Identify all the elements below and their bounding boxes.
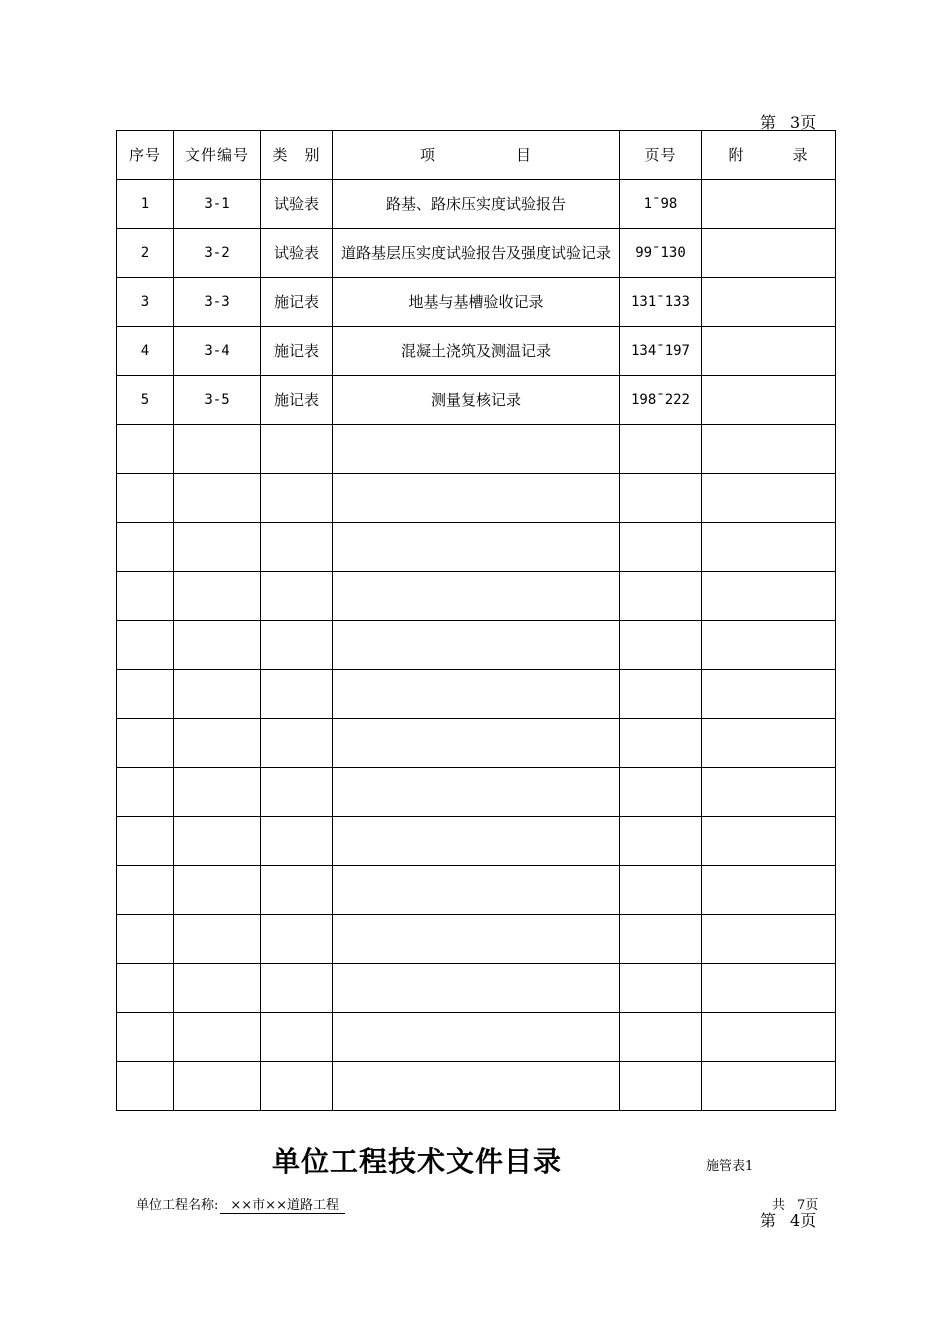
cell-category (261, 817, 333, 866)
table-row (117, 376, 836, 425)
page-number-prefix: 第 (760, 1211, 777, 1230)
cell-pages: 1¯98 (620, 180, 702, 229)
cell-category: 施记表 (261, 376, 333, 425)
cell-pages (620, 425, 702, 474)
cell-file-code (174, 719, 261, 768)
project-name-line (136, 1194, 345, 1214)
cell-number (117, 474, 174, 523)
cell-file-code (174, 817, 261, 866)
page-number-prefix: 第 (760, 113, 777, 132)
column-header-category: 类 别 (261, 131, 333, 180)
cell-category: 试验表 (261, 180, 333, 229)
table-row (117, 327, 836, 376)
cell-item (333, 1062, 620, 1111)
cell-file-code (174, 572, 261, 621)
cell-category (261, 964, 333, 1013)
page-number-value: 3页 (790, 113, 817, 132)
cell-item (333, 523, 620, 572)
cell-file-code: 3-1 (174, 180, 261, 229)
total-pages-value: 7页 (797, 1198, 819, 1213)
cell-appendix (702, 327, 836, 376)
cell-pages: 198¯222 (620, 376, 702, 425)
cell-file-code (174, 523, 261, 572)
cell-number (117, 621, 174, 670)
table-body (117, 180, 836, 1111)
cell-file-code (174, 866, 261, 915)
cell-category (261, 866, 333, 915)
cell-number (117, 817, 174, 866)
cell-pages (620, 670, 702, 719)
cell-item (333, 768, 620, 817)
cell-number (117, 670, 174, 719)
cell-appendix (702, 621, 836, 670)
page-number-bottom (760, 1208, 816, 1231)
cell-pages (620, 621, 702, 670)
form-code: 施管表1 (706, 1159, 754, 1174)
table-row-empty (117, 719, 836, 768)
cell-item: 地基与基槽验收记录 (333, 278, 620, 327)
cell-appendix (702, 278, 836, 327)
cell-appendix (702, 376, 836, 425)
cell-pages (620, 964, 702, 1013)
cell-number: 3 (117, 278, 174, 327)
cell-category (261, 768, 333, 817)
cell-pages (620, 817, 702, 866)
cell-number: 2 (117, 229, 174, 278)
cell-category: 试验表 (261, 229, 333, 278)
table-row (117, 180, 836, 229)
table-header-row (117, 131, 836, 180)
table-row-empty (117, 1013, 836, 1062)
cell-file-code (174, 1062, 261, 1111)
table-row-empty (117, 817, 836, 866)
cell-pages (620, 523, 702, 572)
cell-category (261, 915, 333, 964)
cell-category (261, 1013, 333, 1062)
cell-number (117, 866, 174, 915)
table-row-empty (117, 915, 836, 964)
cell-appendix (702, 1062, 836, 1111)
cell-number (117, 719, 174, 768)
cell-item: 混凝土浇筑及测温记录 (333, 327, 620, 376)
cell-item (333, 1013, 620, 1062)
cell-file-code (174, 425, 261, 474)
table-row (117, 278, 836, 327)
column-header-item: 项 目 (333, 131, 620, 180)
column-header-appendix: 附 录 (702, 131, 836, 180)
cell-pages (620, 866, 702, 915)
table-row-empty (117, 964, 836, 1013)
cell-number (117, 768, 174, 817)
cell-number (117, 915, 174, 964)
cell-number (117, 1062, 174, 1111)
cell-pages (620, 572, 702, 621)
cell-category (261, 719, 333, 768)
cell-pages (620, 719, 702, 768)
table-row-empty (117, 768, 836, 817)
table-row-empty (117, 1062, 836, 1111)
column-header-pages: 页号 (620, 131, 702, 180)
table-row-empty (117, 572, 836, 621)
cell-category: 施记表 (261, 278, 333, 327)
cell-file-code (174, 1013, 261, 1062)
cell-pages: 134¯197 (620, 327, 702, 376)
cell-category (261, 1062, 333, 1111)
cell-number (117, 1013, 174, 1062)
cell-file-code (174, 474, 261, 523)
cell-item: 道路基层压实度试验报告及强度试验记录 (333, 229, 620, 278)
cell-appendix (702, 915, 836, 964)
cell-number (117, 425, 174, 474)
cell-number: 5 (117, 376, 174, 425)
document-index-table (116, 130, 836, 1111)
table-row (117, 229, 836, 278)
table-row-empty (117, 425, 836, 474)
cell-appendix (702, 964, 836, 1013)
cell-item (333, 915, 620, 964)
cell-appendix (702, 866, 836, 915)
cell-appendix (702, 768, 836, 817)
cell-item (333, 866, 620, 915)
cell-appendix (702, 523, 836, 572)
cell-appendix (702, 229, 836, 278)
cell-item (333, 425, 620, 474)
table-row-empty (117, 866, 836, 915)
cell-appendix (702, 425, 836, 474)
cell-file-code (174, 621, 261, 670)
cell-number: 4 (117, 327, 174, 376)
cell-file-code (174, 768, 261, 817)
cell-category: 施记表 (261, 327, 333, 376)
cell-appendix (702, 670, 836, 719)
cell-pages (620, 1062, 702, 1111)
cell-pages (620, 1013, 702, 1062)
cell-pages (620, 768, 702, 817)
cell-appendix (702, 719, 836, 768)
cell-number (117, 964, 174, 1013)
cell-appendix (702, 817, 836, 866)
cell-pages (620, 474, 702, 523)
cell-item (333, 670, 620, 719)
cell-file-code: 3-4 (174, 327, 261, 376)
cell-file-code: 3-3 (174, 278, 261, 327)
cell-item: 路基、路床压实度试验报告 (333, 180, 620, 229)
cell-category (261, 670, 333, 719)
cell-appendix (702, 1013, 836, 1062)
cell-appendix (702, 180, 836, 229)
cell-pages: 131¯133 (620, 278, 702, 327)
cell-number: 1 (117, 180, 174, 229)
cell-category (261, 425, 333, 474)
cell-item (333, 964, 620, 1013)
cell-item (333, 474, 620, 523)
project-name-value: ××市××道路工程 (220, 1194, 345, 1214)
table-row-empty (117, 474, 836, 523)
cell-pages (620, 915, 702, 964)
cell-item (333, 817, 620, 866)
cell-appendix (702, 474, 836, 523)
cell-category (261, 621, 333, 670)
table-row-empty (117, 670, 836, 719)
cell-file-code: 3-2 (174, 229, 261, 278)
cell-category (261, 523, 333, 572)
cell-number (117, 572, 174, 621)
cell-appendix (702, 572, 836, 621)
column-header-file-code: 文件编号 (174, 131, 261, 180)
table-row-empty (117, 621, 836, 670)
cell-file-code (174, 670, 261, 719)
column-header-number: 序号 (117, 131, 174, 180)
cell-pages: 99¯130 (620, 229, 702, 278)
cell-item (333, 719, 620, 768)
page-number-value: 4页 (790, 1211, 817, 1230)
total-pages-prefix: 共 (772, 1198, 786, 1213)
cell-category (261, 474, 333, 523)
project-name-label: 单位工程名称: (136, 1198, 219, 1213)
cell-item (333, 621, 620, 670)
cell-file-code: 3-5 (174, 376, 261, 425)
cell-category (261, 572, 333, 621)
table-row-empty (117, 523, 836, 572)
cell-file-code (174, 915, 261, 964)
cell-number (117, 523, 174, 572)
cell-item (333, 572, 620, 621)
cell-file-code (174, 964, 261, 1013)
cell-item: 测量复核记录 (333, 376, 620, 425)
document-title: 单位工程技术文件目录 (272, 1145, 563, 1178)
